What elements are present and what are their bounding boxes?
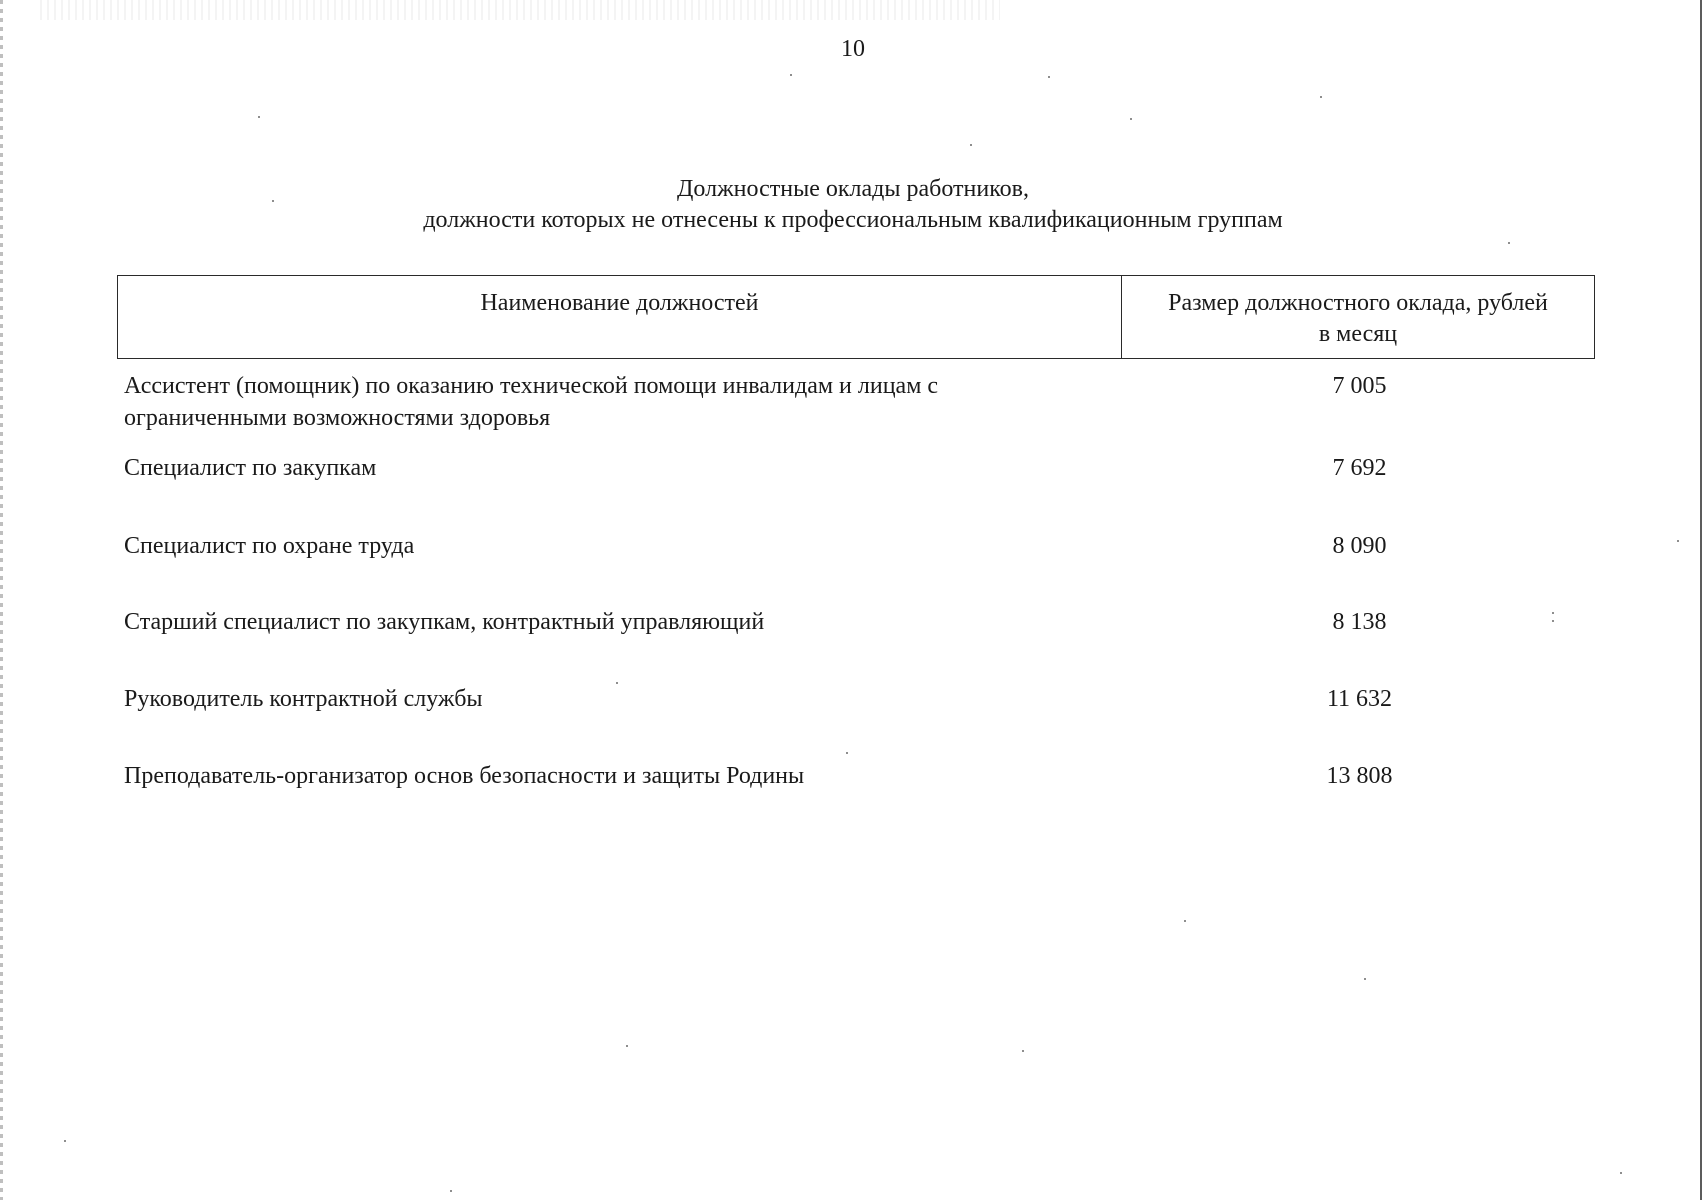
table-header <box>117 275 1595 359</box>
table-row <box>124 452 1595 530</box>
scan-speck <box>450 1190 452 1192</box>
header-salary <box>1122 276 1594 358</box>
scan-speck <box>790 74 792 76</box>
document-title <box>0 174 1702 236</box>
position-name-line-1: Специалист по охране труда <box>124 533 415 559</box>
scan-speck <box>1508 242 1510 244</box>
scan-speck <box>846 752 848 754</box>
header-salary-line-2: в месяц <box>1318 321 1398 347</box>
position-name-line-2: ограниченными возможностями здоровья <box>124 405 551 431</box>
scan-speck <box>1184 920 1186 922</box>
salary-cell: 7 005 <box>1332 373 1387 399</box>
scan-speck <box>1620 1172 1622 1174</box>
position-name-line-1: Преподаватель-организатор основ безопасности и защиты Родины <box>124 763 805 789</box>
header-salary-line-1: Размер должностного оклада, рублей <box>1168 290 1548 316</box>
scan-speck <box>258 116 260 118</box>
page-number <box>0 36 1702 63</box>
header-position-label: Наименование должностей <box>480 290 759 316</box>
salary-cell: 7 692 <box>1332 455 1387 481</box>
scan-speck <box>1677 540 1679 542</box>
scan-speck <box>1048 76 1050 78</box>
title-line-1: Должностные оклады работников, <box>677 176 1029 202</box>
scan-speck <box>1320 96 1322 98</box>
scan-speck <box>626 1045 628 1047</box>
scan-speck <box>1130 118 1132 120</box>
position-name-line-1: Специалист по закупкам <box>124 455 377 481</box>
salary-cell: 8 090 <box>1332 533 1387 559</box>
scan-speck <box>970 144 972 146</box>
table-row <box>124 606 1595 683</box>
position-cell <box>124 760 1124 792</box>
salary-cell: 11 632 <box>1326 686 1393 712</box>
scan-speck <box>64 1140 66 1142</box>
scan-speck <box>1022 1050 1024 1052</box>
position-name-line-1: Руководитель контрактной службы <box>124 686 483 712</box>
salary-cell: 13 808 <box>1326 763 1393 789</box>
position-cell <box>124 370 1124 434</box>
position-cell <box>124 452 1124 484</box>
position-name-line-1: Ассистент (помощник) по оказанию технической помощи инвалидам и лицам с <box>124 373 939 399</box>
table-row <box>124 370 1595 452</box>
table-row <box>124 530 1595 606</box>
title-line-2: должности которых не отнесены к профессиональным квалификационным группам <box>423 207 1283 233</box>
scan-noise-top <box>40 0 1000 20</box>
scan-speck <box>1552 612 1554 614</box>
table-row <box>124 760 1595 837</box>
scan-speck <box>1552 620 1554 622</box>
scan-speck <box>272 200 274 202</box>
scan-speck <box>1364 978 1366 980</box>
table-row <box>124 683 1595 760</box>
salary-cell: 8 138 <box>1332 609 1387 635</box>
table-body <box>124 370 1595 837</box>
scan-speck <box>616 682 618 684</box>
position-name-line-1: Старший специалист по закупкам, контрактный управляющий <box>124 609 765 635</box>
header-position <box>118 276 1122 358</box>
position-cell <box>124 530 1124 562</box>
position-cell <box>124 683 1124 715</box>
position-cell <box>124 606 1124 638</box>
page-number-text: 10 <box>841 36 865 62</box>
